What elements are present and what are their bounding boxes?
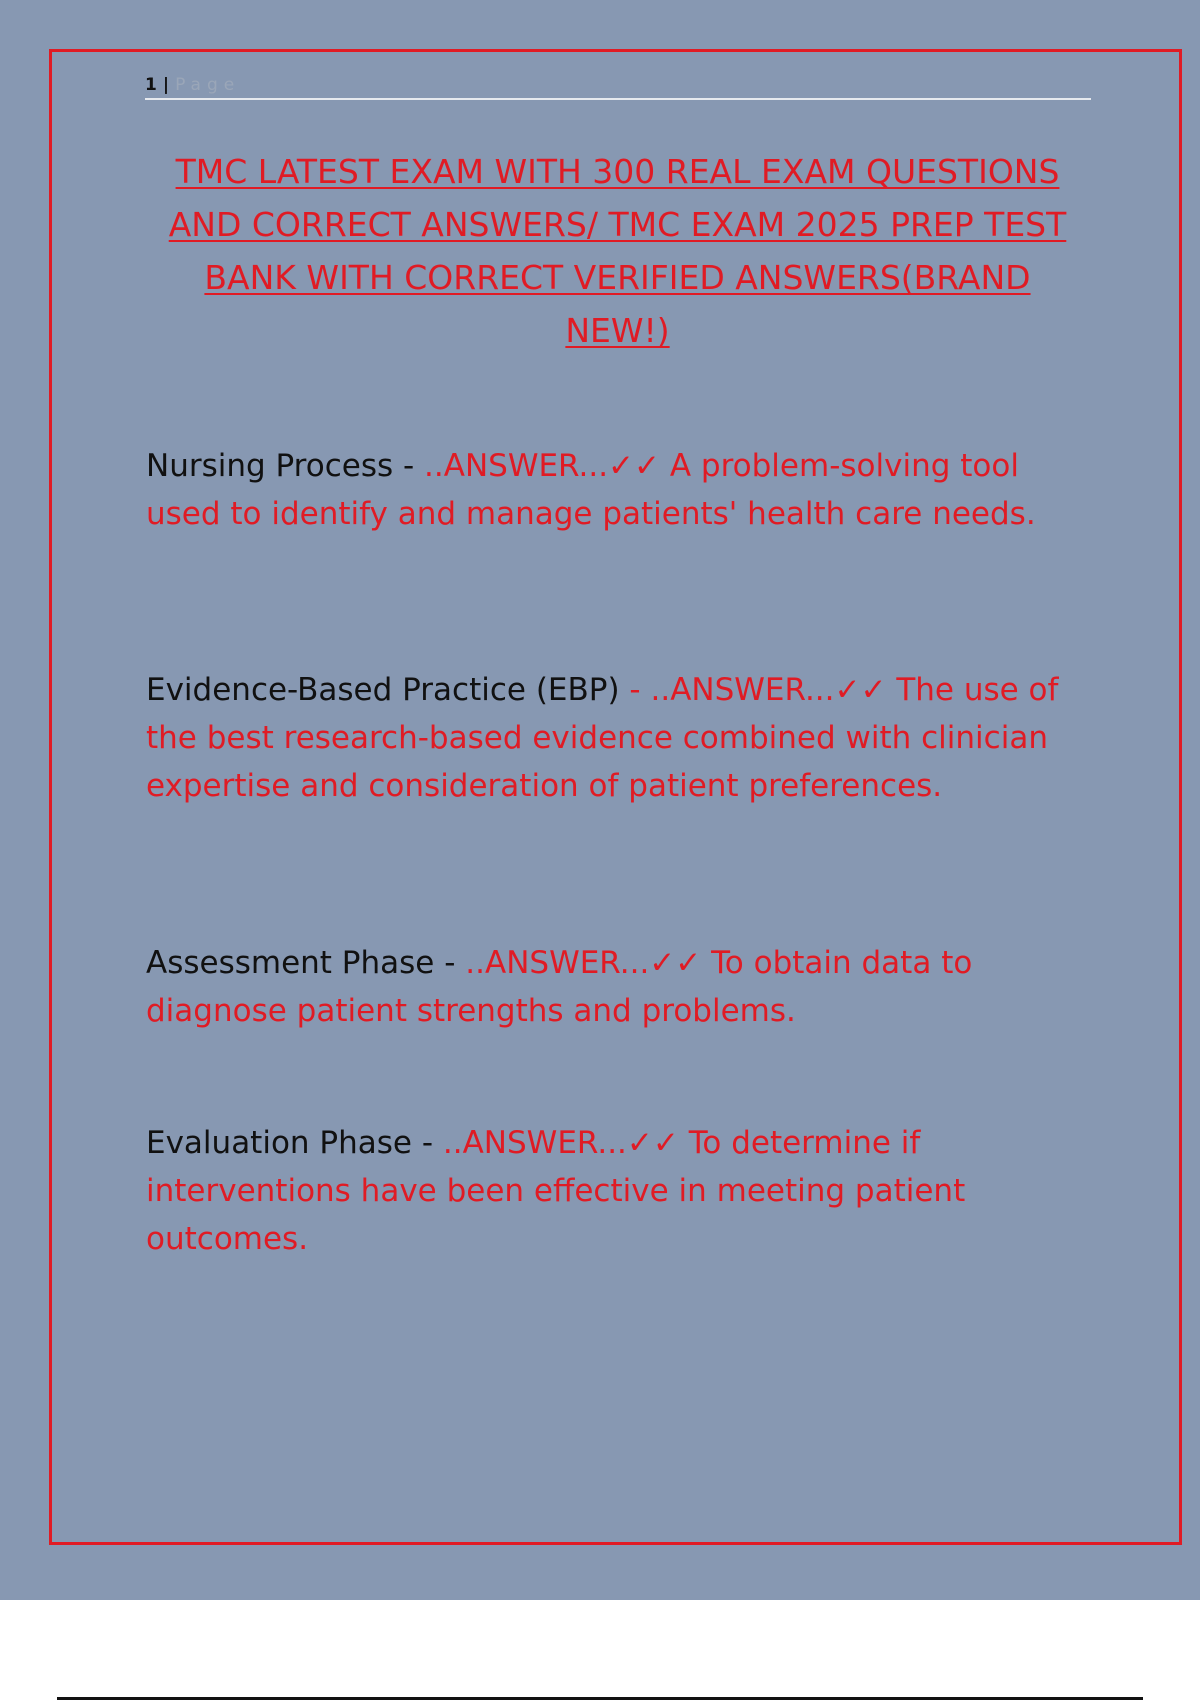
document-title: TMC LATEST EXAM WITH 300 REAL EXAM QUESTIONS AND CORRECT ANSWERS/ TMC EXAM 2025 PREP TEST BANK WITH CORRECT VERIFIED ANSWERS(BRAND NEW!) (168, 152, 1067, 350)
entry-dash: - (434, 945, 466, 981)
entry-term: Evaluation Phase (146, 1125, 412, 1161)
qa-entry-assessment-phase (146, 939, 1076, 1035)
entry-definition: To determine if interventions have been effective in meeting patient outcomes. (146, 1125, 966, 1257)
qa-entry-nursing-process (146, 442, 1076, 538)
answer-marker: ..ANSWER...✓✓ (650, 672, 897, 708)
page-number: 1 (145, 75, 157, 95)
page-separator: | (162, 75, 170, 95)
answer-marker: ..ANSWER...✓✓ (442, 1125, 689, 1161)
answer-marker: ..ANSWER...✓✓ (465, 945, 712, 981)
qa-entry-evidence-based-practice (146, 666, 1076, 810)
entry-dash: - (411, 1125, 443, 1161)
entry-term: Nursing Process (146, 448, 394, 484)
entry-term: Evidence-Based Practice (EBP) (146, 672, 620, 708)
entry-definition: The use of the best research-based evidence combined with clinician expertise and consideration of patient preferences. (146, 672, 1059, 804)
qa-entry-evaluation-phase (146, 1119, 1076, 1263)
entry-definition: A problem-solving tool used to identify and manage patients' health care needs. (146, 448, 1036, 532)
entry-dash: - (619, 672, 651, 708)
entry-dash: - (393, 448, 425, 484)
page-label: Page (175, 75, 241, 95)
answer-marker: ..ANSWER...✓✓ (424, 448, 670, 484)
entry-definition: To obtain data to diagnose patient strengths and problems. (146, 945, 973, 1029)
page-header (145, 72, 1091, 100)
entry-term: Assessment Phase (146, 945, 435, 981)
